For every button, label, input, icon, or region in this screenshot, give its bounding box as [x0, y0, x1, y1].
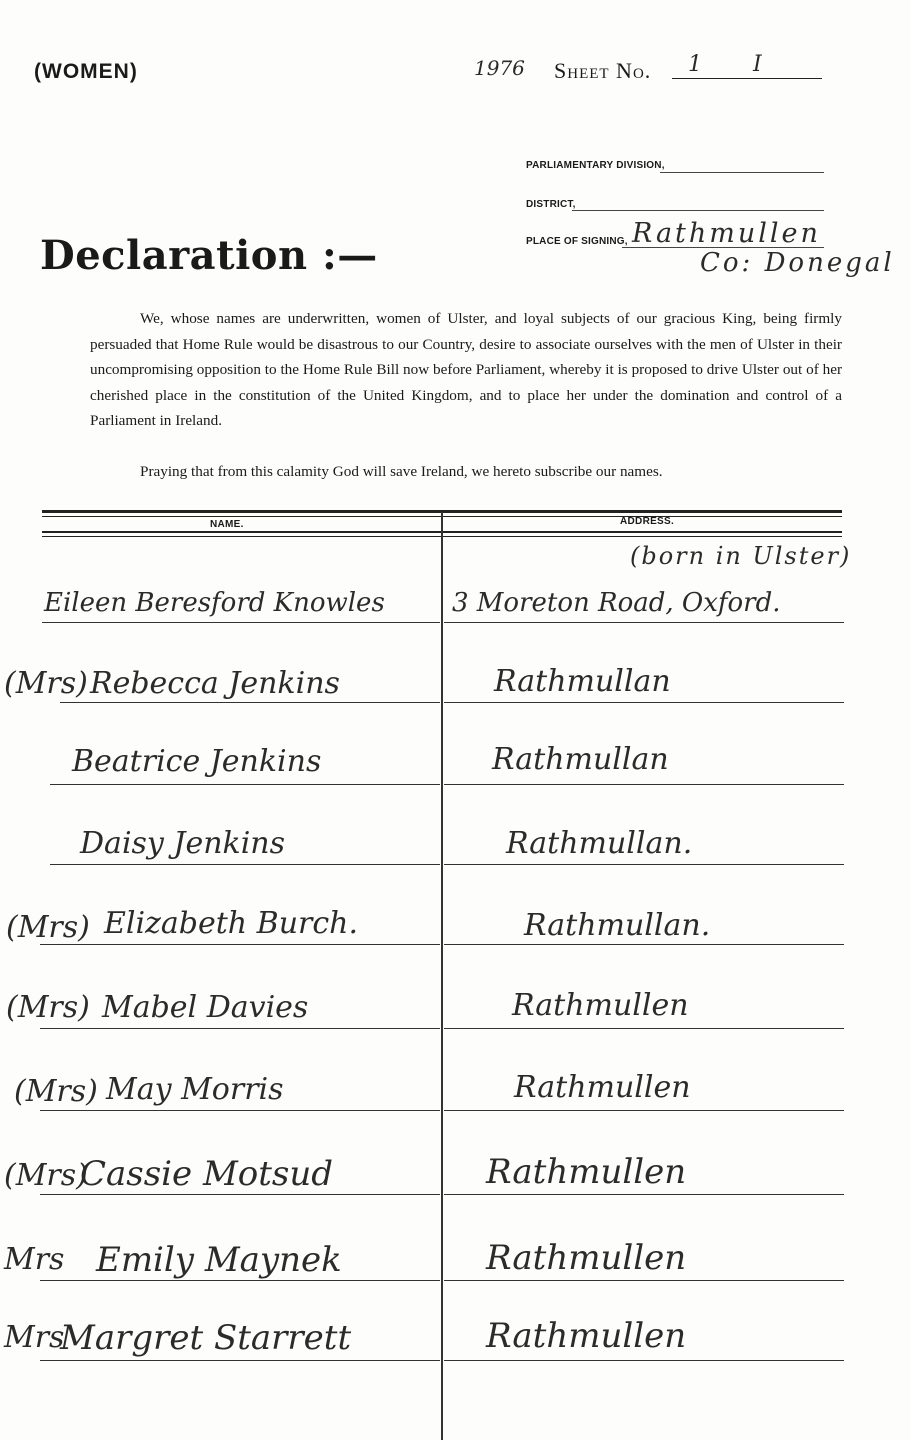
name-line: [50, 864, 440, 865]
women-label: (WOMEN): [34, 60, 138, 83]
column-divider: [441, 512, 443, 1440]
signatory-name: Margret Starrett: [60, 1318, 352, 1358]
name-line: [40, 1194, 440, 1195]
sheet-value: 1 I: [688, 52, 784, 77]
title-prefix: Mrs: [4, 1320, 65, 1355]
address-line: [444, 1194, 844, 1195]
signatory-address: Rathmullan.: [506, 826, 693, 861]
name-line: [40, 1360, 440, 1361]
signatory-address: Rathmullen: [486, 1316, 687, 1356]
signatory-address: Rathmullan.: [524, 908, 711, 943]
title-prefix: (Mrs): [14, 1074, 98, 1109]
signatory-name: Cassie Motsud: [80, 1154, 334, 1194]
district-line: [572, 210, 824, 211]
place-of-signing-label: PLACE OF SIGNING,: [526, 236, 628, 247]
declaration-prayer: Praying that from this calamity God will save Ireland, we hereto subscribe our names.: [140, 463, 663, 480]
signatory-address: Rathmullen: [486, 1238, 687, 1278]
address-line: [444, 864, 844, 865]
signatory-name: May Morris: [106, 1072, 284, 1107]
signatory-name: Mabel Davies: [102, 990, 309, 1025]
parliamentary-division-line: [660, 172, 824, 173]
address-column-header: ADDRESS.: [620, 516, 675, 527]
address-line: [444, 622, 844, 623]
signatory-address: Rathmullen: [486, 1152, 687, 1192]
declaration-body: We, whose names are underwritten, women of Ulster, and loyal subjects of our gracious King, being firmly persuaded that Home Rule would be disastrous to our Country, desire to associate ourselves with the men of Ulster in their uncompromising opposition to the Home Rule Bill now before Parliament, whereby it is proposed to drive Ulster out of her cherished place in the constitution of the United Kingdom, and to place her under the domination and control of a Parliament in Ireland.: [90, 310, 842, 429]
parliamentary-division-label: PARLIAMENTARY DIVISION,: [526, 160, 665, 171]
place-of-signing-value: Rathmullen: [632, 218, 821, 249]
sheet-label: Sheet No.: [554, 58, 652, 83]
signatory-address: Rathmullen: [512, 988, 689, 1023]
declaration-title: Declaration :—: [40, 232, 378, 279]
name-line: [50, 784, 440, 785]
title-prefix: Mrs: [4, 1242, 65, 1277]
signatory-name: Beatrice Jenkins: [72, 744, 322, 779]
place-of-signing-county: Co: Donegal: [700, 248, 895, 278]
name-line: [60, 702, 440, 703]
title-prefix: (Mrs): [4, 666, 88, 701]
address-line: [444, 702, 844, 703]
name-line: [40, 944, 440, 945]
signatory-name: Emily Maynek: [96, 1240, 342, 1280]
address-note: (born in Ulster): [630, 542, 852, 570]
address-line: [444, 1110, 844, 1111]
name-line: [40, 1110, 440, 1111]
title-prefix: (Mrs): [6, 910, 90, 945]
signatory-address: Rathmullen: [514, 1070, 691, 1105]
signatory-address: Rathmullan: [494, 664, 671, 699]
signatory-name: Rebecca Jenkins: [90, 666, 340, 701]
name-line: [40, 1280, 440, 1281]
title-prefix: (Mrs): [6, 990, 90, 1025]
sheet-number-line: [672, 78, 822, 79]
name-line: [42, 622, 440, 623]
address-line: [444, 784, 844, 785]
signatory-name: Eileen Beresford Knowles: [44, 588, 385, 618]
address-line: [444, 1280, 844, 1281]
name-column-header: NAME.: [210, 519, 244, 530]
district-label: DISTRICT,: [526, 199, 576, 210]
address-line: [444, 1360, 844, 1361]
title-prefix: (Mrs): [4, 1158, 88, 1193]
address-line: [444, 1028, 844, 1029]
signatory-name: Daisy Jenkins: [80, 826, 286, 861]
name-line: [40, 1028, 440, 1029]
sheet-handwritten-number: 1976: [474, 56, 525, 80]
address-line: [444, 944, 844, 945]
signatory-address: Rathmullan: [492, 742, 669, 777]
signatory-name: Elizabeth Burch.: [104, 906, 359, 941]
signatory-address: 3 Moreton Road, Oxford.: [452, 588, 781, 618]
